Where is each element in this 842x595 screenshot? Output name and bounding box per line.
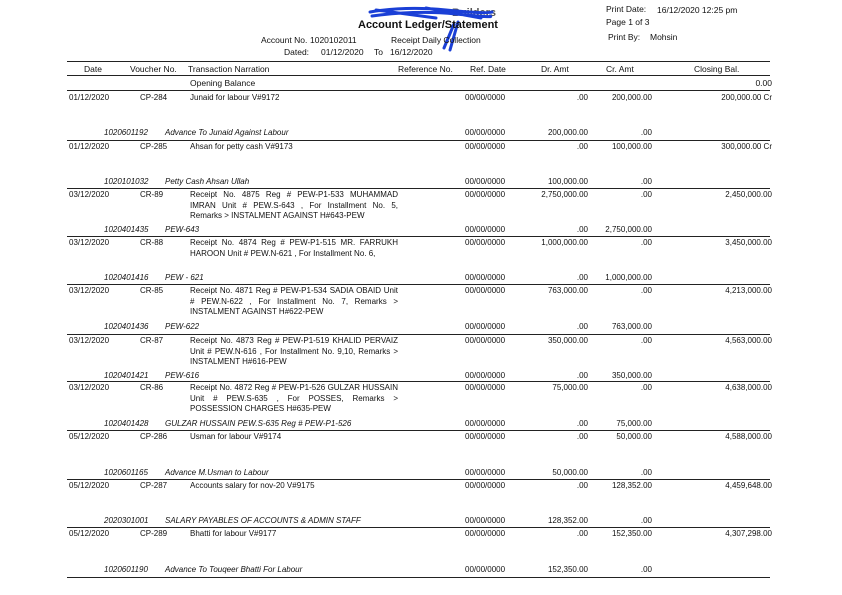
entry-balance: 4,213,000.00	[725, 286, 772, 295]
col-cr: Cr. Amt	[606, 64, 634, 74]
entry-date: 01/12/2020	[69, 142, 110, 151]
sub-ref-date: 00/00/0000	[465, 273, 506, 282]
row-rule	[67, 236, 770, 237]
company-name: Builders	[452, 7, 497, 19]
row-rule	[67, 527, 770, 528]
sub-ref-date: 00/00/0000	[465, 128, 506, 137]
header-bottom-rule	[67, 75, 770, 76]
sub-account-code: 1020401435	[104, 225, 149, 234]
report-title: Account Ledger/Statement	[358, 19, 498, 31]
sub-account-code: 2020301001	[104, 516, 149, 525]
entry-narration: Ahsan for petty cash V#9173	[190, 142, 293, 151]
entry-dr: 1,000,000.00	[541, 238, 588, 247]
sub-account-desc: Advance M.Usman to Labour	[165, 468, 269, 477]
entry-narration: Bhatti for labour V#9177	[190, 529, 277, 538]
entry-dr: .00	[576, 93, 588, 102]
dated-label: Dated:	[284, 47, 310, 57]
entry-ref-date: 00/00/0000	[465, 190, 506, 199]
entry-balance: 4,638,000.00	[725, 383, 772, 392]
entry-narration: Usman for labour V#9174	[190, 432, 282, 441]
entry-balance: 4,307,298.00	[725, 529, 772, 538]
col-ref-date: Ref. Date	[470, 64, 506, 74]
row-rule	[67, 430, 770, 431]
sub-account-code: 1020101032	[104, 177, 149, 186]
sub-account-desc: Petty Cash Ahsan Ullah	[165, 177, 250, 186]
entry-narration: Accounts salary for nov-20 V#9175	[190, 481, 315, 490]
entry-date: 01/12/2020	[69, 93, 110, 102]
sub-cr: .00	[640, 128, 652, 137]
entry-balance: 3,450,000.00	[725, 238, 772, 247]
sub-account-desc: Advance To Junaid Against Labour	[165, 128, 289, 137]
sub-ref-date: 00/00/0000	[465, 371, 506, 380]
date-to: 16/12/2020	[390, 47, 433, 57]
entry-ref-date: 00/00/0000	[465, 481, 506, 490]
sub-account-code: 1020601165	[104, 468, 148, 477]
entry-dr: .00	[576, 432, 588, 441]
entry-cr: .00	[640, 383, 652, 392]
sub-dr: .00	[576, 322, 588, 331]
entry-cr: 200,000.00	[611, 93, 652, 102]
sub-dr: 50,000.00	[552, 468, 588, 477]
entry-date: 05/12/2020	[69, 529, 110, 538]
entry-narration: Junaid for labour V#9172	[190, 93, 280, 102]
row-rule	[67, 479, 770, 480]
sub-account-code: 1020601192	[104, 128, 148, 137]
entry-voucher: CR-86	[140, 383, 164, 392]
opening-rule	[67, 90, 770, 91]
to-label: To	[374, 47, 383, 57]
entry-balance: 4,588,000.00	[725, 432, 772, 441]
entry-ref-date: 00/00/0000	[465, 529, 506, 538]
sub-cr: 350,000.00	[611, 371, 652, 380]
entry-date: 03/12/2020	[69, 286, 110, 295]
sub-account-code: 1020401436	[104, 322, 149, 331]
account-no: 1020102011	[310, 35, 357, 45]
row-rule	[67, 188, 770, 189]
entry-dr: 75,000.00	[552, 383, 588, 392]
account-name: Receipt Daily Collection	[391, 35, 481, 45]
sub-cr: .00	[640, 177, 652, 186]
sub-ref-date: 00/00/0000	[465, 419, 506, 428]
entry-date: 05/12/2020	[69, 432, 110, 441]
sub-ref-date: 00/00/0000	[465, 177, 506, 186]
opening-label: Opening Balance	[190, 78, 256, 88]
entry-cr: .00	[640, 238, 652, 247]
entry-ref-date: 00/00/0000	[465, 336, 506, 345]
sub-account-desc: PEW - 621	[165, 273, 204, 282]
entry-dr: .00	[576, 529, 588, 538]
row-rule	[67, 577, 770, 578]
entry-balance: 300,000.00 Cr	[721, 142, 772, 151]
entry-balance: 2,450,000.00	[725, 190, 772, 199]
row-rule	[67, 381, 770, 382]
opening-balance: 0.00	[755, 78, 772, 88]
col-reference: Reference No.	[398, 64, 453, 74]
entry-cr: 128,352.00	[611, 481, 652, 490]
header-top-rule	[67, 61, 770, 62]
sub-account-code: 1020401428	[104, 419, 149, 428]
sub-ref-date: 00/00/0000	[465, 322, 506, 331]
sub-account-desc: GULZAR HUSSAIN PEW.S-635 Reg # PEW-P1-526	[165, 419, 352, 428]
sub-ref-date: 00/00/0000	[465, 468, 506, 477]
sub-account-desc: SALARY PAYABLES OF ACCOUNTS & ADMIN STAFF	[165, 516, 361, 525]
entry-narration: Receipt No. 4872 Reg # PEW-P1-526 GULZAR HUSSAIN Unit # PEW.S-635 , For POSSES, Remarks > POSSESSION CHARGES H#635-PEW	[190, 383, 398, 413]
entry-date: 03/12/2020	[69, 383, 110, 392]
entry-cr: 152,350.00	[611, 529, 652, 538]
entry-narration: Receipt No. 4874 Reg # PEW-P1-515 MR. FARRUKH HAROON Unit # PEW.N-621 , For Installment No. 6,	[190, 238, 398, 258]
entry-ref-date: 00/00/0000	[465, 432, 506, 441]
entry-cr: .00	[640, 286, 652, 295]
entry-dr: 350,000.00	[547, 336, 588, 345]
sub-cr: .00	[640, 516, 652, 525]
date-from: 01/12/2020	[321, 47, 364, 57]
entry-dr: .00	[576, 142, 588, 151]
entry-voucher: CP-287	[140, 481, 168, 490]
sub-dr: 100,000.00	[547, 177, 588, 186]
entry-ref-date: 00/00/0000	[465, 383, 506, 392]
entry-voucher: CR-89	[140, 190, 164, 199]
sub-ref-date: 00/00/0000	[465, 225, 506, 234]
entry-balance: 200,000.00 Cr	[721, 93, 772, 102]
print-date: 16/12/2020 12:25 pm	[657, 5, 738, 15]
entry-balance: 4,563,000.00	[725, 336, 772, 345]
sub-dr: .00	[576, 371, 588, 380]
entry-ref-date: 00/00/0000	[465, 238, 506, 247]
sub-account-code: 1020601190	[104, 565, 148, 574]
entry-dr: 2,750,000.00	[541, 190, 588, 199]
entry-voucher: CP-286	[140, 432, 168, 441]
sub-account-desc: Advance To Touqeer Bhatti For Labour	[165, 565, 303, 574]
sub-ref-date: 00/00/0000	[465, 565, 506, 574]
entry-balance: 4,459,648.00	[725, 481, 772, 490]
print-by: Mohsin	[650, 32, 678, 42]
row-rule	[67, 334, 770, 335]
sub-cr: .00	[640, 565, 652, 574]
sub-cr: 763,000.00	[611, 322, 652, 331]
entry-ref-date: 00/00/0000	[465, 142, 506, 151]
col-narration: Transaction Narration	[188, 64, 270, 74]
entry-cr: 100,000.00	[611, 142, 652, 151]
entry-voucher: CR-85	[140, 286, 164, 295]
col-voucher: Voucher No.	[130, 64, 177, 74]
col-date: Date	[84, 64, 102, 74]
entry-ref-date: 00/00/0000	[465, 286, 506, 295]
entry-voucher: CR-88	[140, 238, 164, 247]
entry-narration: Receipt No. 4871 Reg # PEW-P1-534 SADIA OBAID Unit # PEW.N-622 , For Installment No. 7, Remarks > INSTALMENT AGAINST H#622-PEW	[190, 286, 398, 316]
sub-account-code: 1020401421	[104, 371, 149, 380]
entry-dr: .00	[576, 481, 588, 490]
row-rule	[67, 140, 770, 141]
sub-cr: 1,000,000.00	[605, 273, 652, 282]
entry-date: 03/12/2020	[69, 190, 110, 199]
sub-dr: 128,352.00	[547, 516, 588, 525]
sub-account-desc: PEW-643	[165, 225, 200, 234]
sub-cr: .00	[640, 468, 652, 477]
sub-account-desc: PEW-616	[165, 371, 200, 380]
entry-cr: 50,000.00	[616, 432, 652, 441]
sub-cr: 75,000.00	[616, 419, 652, 428]
sub-dr: 200,000.00	[547, 128, 588, 137]
entry-cr: .00	[640, 336, 652, 345]
entry-date: 03/12/2020	[69, 238, 110, 247]
entry-date: 03/12/2020	[69, 336, 110, 345]
row-rule	[67, 284, 770, 285]
entry-date: 05/12/2020	[69, 481, 110, 490]
entry-narration: Receipt No. 4873 Reg # PEW-P1-519 KHALID PERVAIZ Unit # PEW.N-616 , For Installment No. 9,10, Remarks > INSTALMENT H#616-PEW	[190, 336, 398, 366]
entry-narration: Receipt No. 4875 Reg # PEW-P1-533 MUHAMMAD IMRAN Unit # PEW.S-643 , For Installment No. 5, Remarks > INSTALMENT AGAINST H#643-PEW	[190, 190, 398, 220]
print-by-label: Print By:	[608, 32, 641, 42]
entry-voucher: CP-289	[140, 529, 168, 538]
sub-account-desc: PEW-622	[165, 322, 200, 331]
entry-voucher: CP-285	[140, 142, 168, 151]
account-label: Account No.	[261, 35, 308, 45]
sub-cr: 2,750,000.00	[605, 225, 652, 234]
col-dr: Dr. Amt	[541, 64, 569, 74]
entry-voucher: CP-284	[140, 93, 168, 102]
print-date-label: Print Date:	[606, 4, 647, 14]
sub-dr: .00	[576, 225, 588, 234]
entry-cr: .00	[640, 190, 652, 199]
entry-voucher: CR-87	[140, 336, 164, 345]
sub-ref-date: 00/00/0000	[465, 516, 506, 525]
sub-account-code: 1020401416	[104, 273, 149, 282]
sub-dr: .00	[576, 273, 588, 282]
sub-dr: 152,350.00	[547, 565, 588, 574]
entry-dr: 763,000.00	[547, 286, 588, 295]
page-number: Page 1 of 3	[606, 17, 650, 27]
entry-ref-date: 00/00/0000	[465, 93, 506, 102]
col-balance: Closing Bal.	[694, 64, 740, 74]
sub-dr: .00	[576, 419, 588, 428]
